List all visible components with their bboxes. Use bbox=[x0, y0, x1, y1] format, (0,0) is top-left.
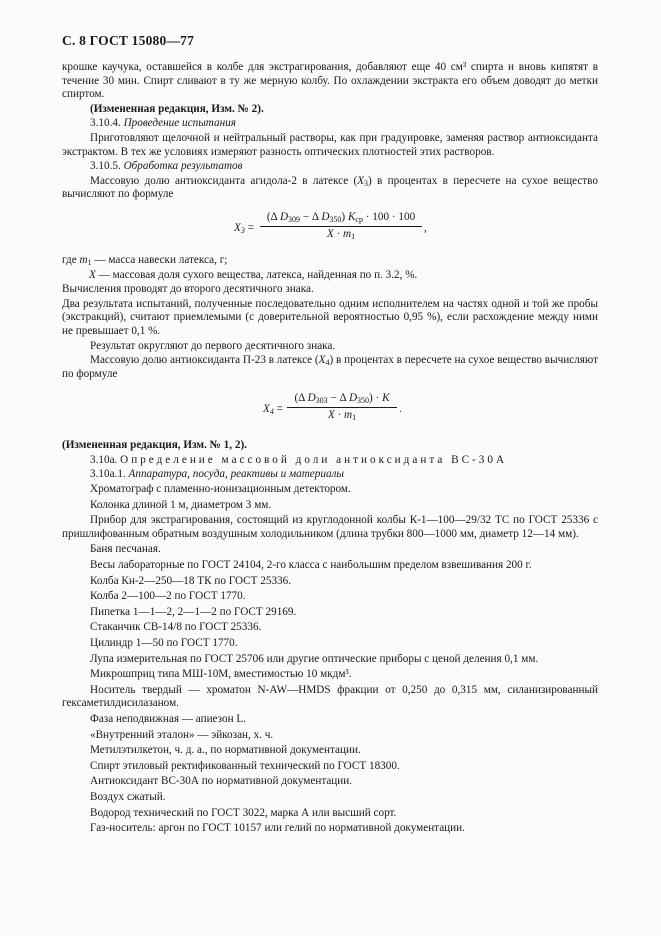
paragraph-rounding: Результат округляют до первого десятичного знака. bbox=[90, 339, 336, 352]
section-title: Проведение испытания bbox=[123, 117, 236, 130]
formula-x4: $X_4$ = (Δ $D_{303} - \Delta$ $D_{350}) \cdot K$ $X \cdot m_1$ . bbox=[263, 392, 402, 422]
equipment-list bbox=[62, 483, 598, 836]
formula-numerator: (Δ $D_{309} - \Delta$ $D_{350}$) $K_{ср} \cdot 100 \cdot 100$ bbox=[266, 210, 416, 224]
section-3-10a bbox=[62, 454, 598, 468]
list-item: Фаза неподвижная — апиезон L. bbox=[90, 712, 247, 725]
section-title: Определение массовой доли антиоксиданта ВС-30А bbox=[120, 453, 508, 466]
where-m1: где $m_1$ — масса навески латекса, г; bbox=[62, 253, 228, 267]
list-item: «Внутренний эталон» — эйкозан, х. ч. bbox=[90, 728, 274, 741]
revision-note-2: (Измененная редакция, Изм. № 1, 2). bbox=[62, 439, 247, 452]
list-item: Носитель твердый — хроматон N-AW—HMDS фракции от 0,250 до 0,315 мм, силанизированный гексаметилдисилазаном. bbox=[62, 683, 598, 710]
formula-fraction bbox=[260, 211, 422, 241]
list-item: Колонка длиной 1 м, диаметром 3 мм. bbox=[90, 498, 272, 511]
formula-x3: $X_3$ = (Δ $D_{309} - \Delta$ $D_{350}$) $K_{ср} \cdot 100 \cdot 100$ $X \cdot m_1$ , bbox=[234, 210, 427, 241]
list-item: Колба 2—100—2 по ГОСТ 1770. bbox=[90, 590, 246, 603]
section-number: 3.10.4. bbox=[90, 117, 121, 130]
list-item: Пипетка 1—1—2, 2—1—2 по ГОСТ 29169. bbox=[90, 605, 297, 618]
section-number: 3.10а.1. bbox=[90, 468, 126, 481]
section-3-10a-1 bbox=[62, 468, 598, 482]
formula-denominator: $X \cdot m_1$ bbox=[326, 227, 356, 241]
list-item: Весы лабораторные по ГОСТ 24104, 2-го класса с наибольшим пределом взвешивания 200 г. bbox=[90, 559, 532, 572]
formula-lhs: $X_4$ = bbox=[263, 403, 283, 417]
list-item: Цилиндр 1—50 по ГОСТ 1770. bbox=[90, 637, 238, 649]
list-item: Спирт этиловый ректификованный технический по ГОСТ 18300. bbox=[90, 759, 400, 772]
formula-lhs: $X_3$ = bbox=[234, 221, 254, 235]
formula-denominator: $X \cdot m_1$ bbox=[327, 408, 357, 422]
list-item: Микрошприц типа МШ-10М, вместимостью 10 мкдм³. bbox=[90, 668, 352, 681]
section-title: Обработка результатов bbox=[123, 160, 243, 173]
list-item: Колба Кн-2—250—18 ТК по ГОСТ 25336. bbox=[90, 574, 292, 587]
page-header: С. 8 ГОСТ 15080—77 bbox=[62, 33, 195, 48]
where-x: X — массовая доля сухого вещества, латекса, найденная по п. 3.2, %. bbox=[89, 268, 418, 281]
list-item: Воздух сжатый. bbox=[90, 790, 166, 803]
list-item: Метилэтилкетон, ч. д. а., по нормативной документации. bbox=[90, 744, 361, 757]
list-item: Водород технический по ГОСТ 3022, марка А или высший сорт. bbox=[90, 806, 397, 819]
revision-note-1: (Измененная редакция, Изм. № 2). bbox=[90, 102, 264, 115]
list-item: Антиоксидант ВС-30А по нормативной документации. bbox=[90, 775, 353, 788]
section-3-10-4 bbox=[62, 117, 598, 131]
paragraph-procedure: Приготовляют щелочной и нейтральный растворы, как при градуировке, заменяя раствор антиоксиданта экстрактом. В тех же условиях измеряют разность оптических плотностей этих растворов. bbox=[62, 131, 598, 158]
document-body bbox=[62, 61, 598, 838]
section-number: 3.10а. bbox=[90, 453, 118, 466]
section-title: Аппаратура, посуда, реактивы и материалы bbox=[128, 468, 344, 481]
paragraph-p23-intro: Массовую долю антиоксиданта П-23 в латексе $(X_4)$ в процентах в пересчете на сухое вещество вычисляют по формуле bbox=[62, 354, 598, 380]
list-item: Прибор для экстрагирования, состоящий из круглодонной колбы К-1—100—29/32 ТС по ГОСТ 25336 с пришлифованным обратным воздушным холодильником (длина трубки 800—1000 мм, диаметр 12—14 мм). bbox=[62, 514, 598, 540]
list-item: Хроматограф с пламенно-ионизационным детектором. bbox=[90, 483, 351, 496]
paragraph-calc: Вычисления проводят до второго десятичного знака. bbox=[62, 283, 314, 296]
list-item: Стаканчик СВ-14/8 по ГОСТ 25336. bbox=[90, 621, 262, 634]
section-3-10-5 bbox=[62, 160, 598, 174]
list-item: Баня песчаная. bbox=[90, 543, 161, 556]
paragraph-agidol-intro: Массовую долю антиоксиданта агидола-2 в латексе $(X_3)$ в процентах в пересчете на сухое вещество вычисляют по формуле bbox=[62, 174, 598, 201]
formula-fraction bbox=[287, 392, 397, 422]
paragraph-extract-end: крошке каучука, оставшейся в колбе для экстрагирования, добавляют еще 40 см³ спирта и вновь кипятят в течение 30 мин. Спирт сливают в ту же мерную колбу. По охлаждении экстракта его объем доводят до метки спиртом. bbox=[62, 61, 598, 101]
paragraph-acceptance: Два результата испытаний, полученные последовательно одним исполнителем на частях одной и той же пробы (экстракций), считают приемлемыми (с доверительной вероятностью 0,95 %), если расхождение между ними не превышает 0,1 %. bbox=[62, 297, 598, 337]
formula-numerator: (Δ $D_{303} - \Delta$ $D_{350}) \cdot K$ bbox=[294, 392, 390, 406]
section-number: 3.10.5. bbox=[90, 160, 121, 173]
list-item: Газ-носитель: аргон по ГОСТ 10157 или гелий по нормативной документации. bbox=[90, 822, 465, 835]
list-item: Лупа измерительная по ГОСТ 25706 или другие оптические приборы с ценой деления 0,1 мм. bbox=[90, 652, 539, 665]
